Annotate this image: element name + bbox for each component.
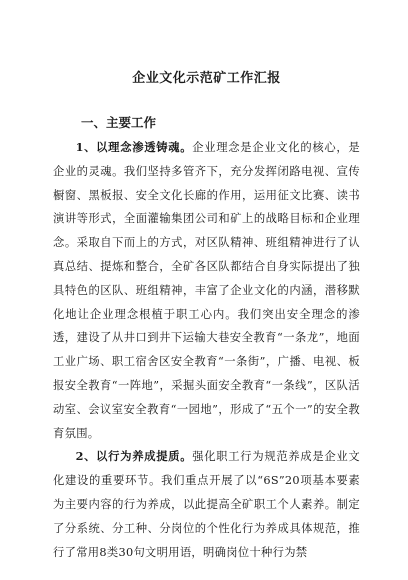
paragraph-1-text: 企业理念是企业文化的核心，是企业的灵魂。我们坚持多管齐下，充分发挥闭路电视、宣传橱窗、黑板报、安全文化长廊的作用，运用征文比赛、读书演讲等形式，全面灌输集团公司和矿上的战略目标和企业理念。采取自下而上的方式，对区队精神、班组精神进行了认真总结、提炼和整合，全矿各区队都结合自身实际提出了独具特色的区队、班组精神，丰富了企业文化的内涵，潜移默化地让企业理念根植于职工心内。我们突出安全理念的渗透，建设了从井口到井下运输大巷安全教育“一条龙”，地面工业广场、职工宿舍区安全教育“一条街”，广播、电视、板报安全教育“一阵地”，采掘头面安全教育“一条线”，区队活动室、会议室安全教育“一园地”，形成了“五个一”的安全教育氛围。 <box>53 141 360 440</box>
paragraph-1 <box>53 136 360 445</box>
section-heading: 一、主要工作 <box>81 115 157 130</box>
paragraph-2 <box>53 445 360 564</box>
paragraph-2-text: 强化职工行为规范养成是企业文化建设的重要环节。我们重点开展了以“6S”20项基本要素为主要内容的行为养成，以此提高全矿职工个人素养。制定了分系统、分工种、分岗位的个性化行为养成具体规范，推行了常用8类30句文明用语，明确岗位十种行为禁 <box>53 450 360 559</box>
paragraph-2-lead: 2、以行为养成提质。 <box>75 449 193 464</box>
paragraph-1-lead: 1、以理念渗透铸魂。 <box>75 140 193 154</box>
document-title: 企业文化示范矿工作汇报 <box>132 71 281 86</box>
